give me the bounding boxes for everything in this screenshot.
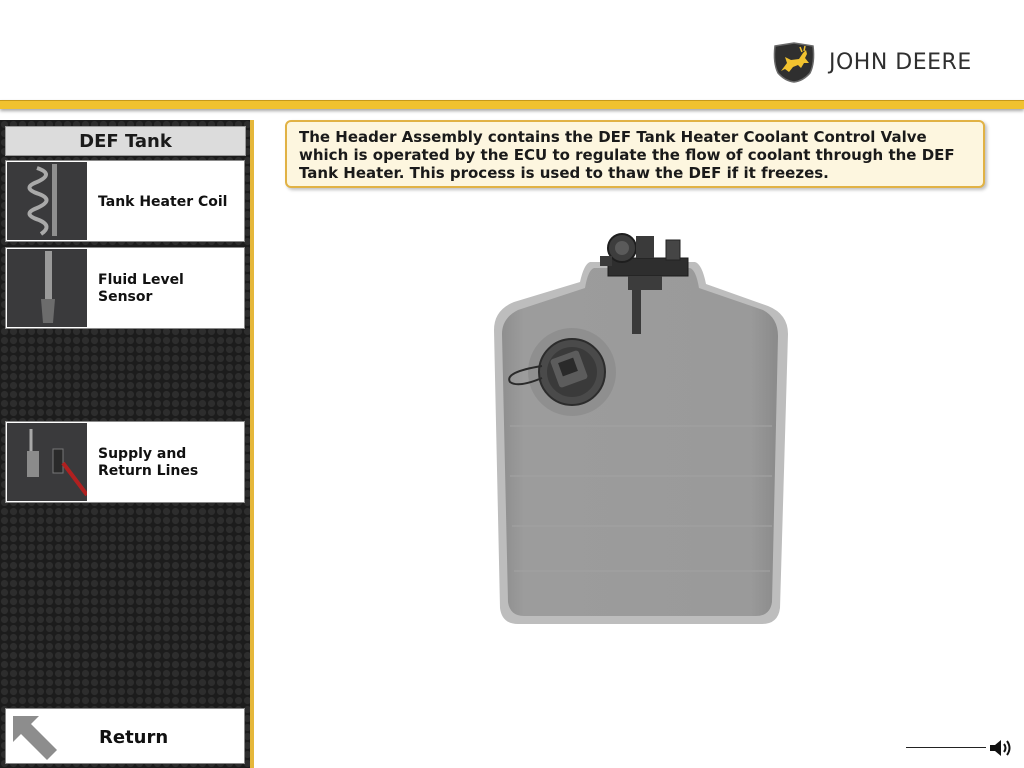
menu-label: Fluid Level Sensor [98, 272, 184, 305]
return-arrow-icon [9, 712, 59, 760]
menu-item-supply-return-lines[interactable] [5, 421, 245, 503]
menu-item-fluid-level-sensor[interactable] [5, 247, 245, 329]
speaker-icon[interactable] [988, 737, 1014, 759]
def-tank-illustration [480, 226, 800, 636]
deer-logo-icon [771, 41, 817, 83]
header [0, 0, 1024, 100]
brand-name: JOHN DEERE [829, 49, 972, 75]
return-button[interactable] [5, 708, 245, 764]
john-deere-logo [771, 40, 972, 84]
menu-label: Tank Heater Coil [98, 194, 228, 210]
level-sensor-thumbnail [7, 249, 87, 327]
sidebar-border [250, 120, 254, 768]
sidebar-title: DEF Tank [5, 126, 246, 156]
return-label: Return [99, 727, 169, 748]
header-divider [0, 100, 1024, 109]
info-callout: The Header Assembly contains the DEF Tank Heater Coolant Control Valve which is operated by the ECU to regulate the flow of coolant through the DEF Tank Heater. This process is used to thaw the DEF if it freezes. [285, 120, 985, 188]
heater-coil-thumbnail [7, 162, 87, 240]
audio-progress-line [906, 747, 986, 748]
supply-lines-thumbnail [7, 423, 87, 501]
menu-label: Supply and Return Lines [98, 446, 199, 479]
menu-item-tank-heater-coil[interactable] [5, 160, 245, 242]
